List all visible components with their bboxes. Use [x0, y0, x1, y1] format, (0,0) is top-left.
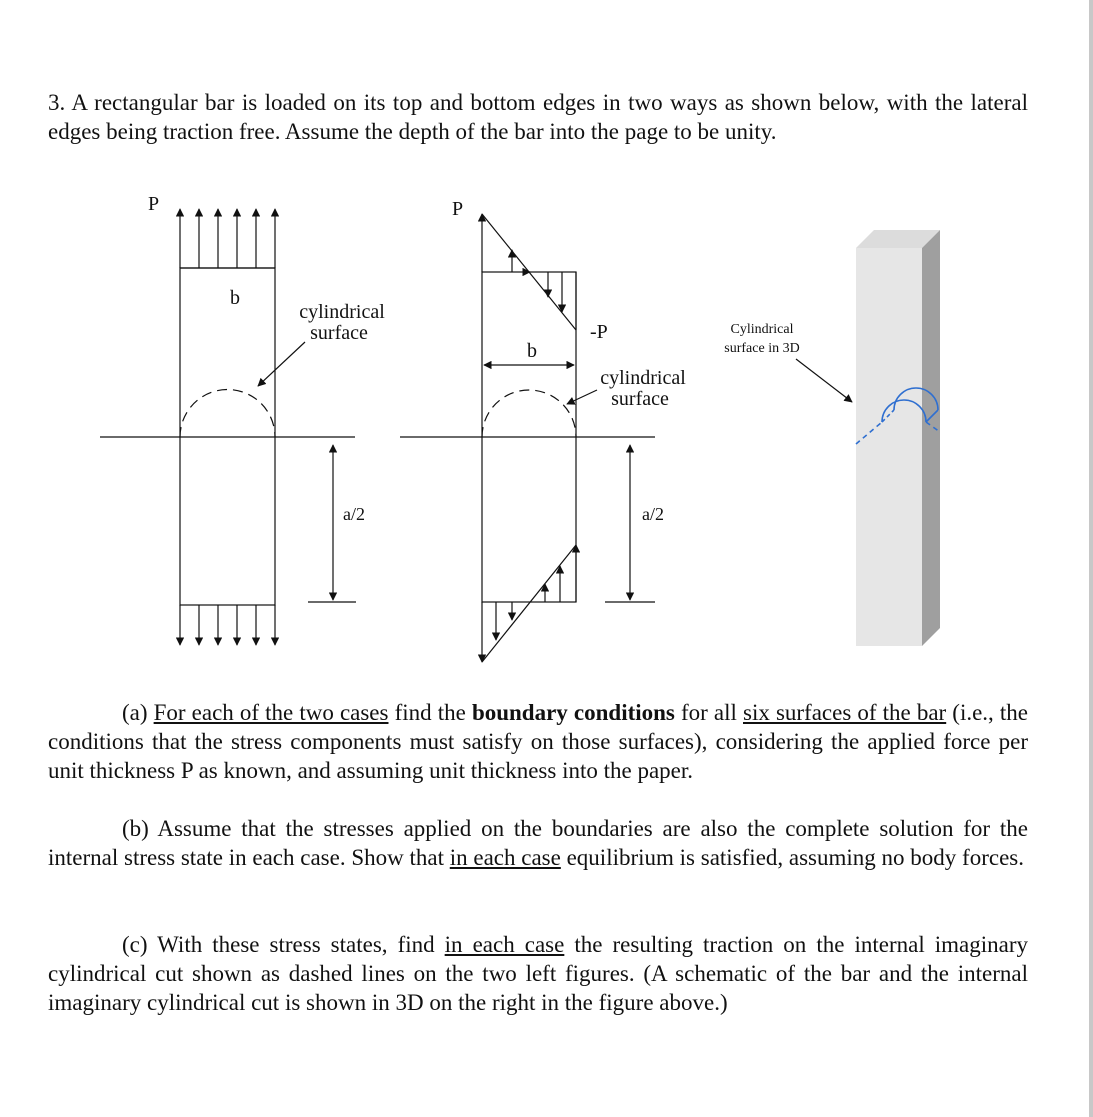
left-width-label: b: [230, 287, 240, 309]
bar-3d-label-2: surface in 3D: [724, 341, 800, 356]
left-load-label: P: [148, 193, 160, 215]
left-bottom-load-arrows: [180, 605, 275, 645]
middle-surface-label-2: surface: [611, 388, 669, 410]
middle-load-label: P: [452, 198, 464, 220]
problem-intro: 3. A rectangular bar is loaded on its top and bottom edges in two ways as shown below, with the lateral edges being traction free. Assume the depth of the bar into the page to be unity.: [48, 90, 1028, 144]
left-top-load-arrows: [180, 209, 275, 268]
middle-cylindrical-cut: [482, 390, 576, 437]
left-surface-label-1: cylindrical: [299, 301, 385, 323]
bar-3d-front-face: [856, 248, 922, 646]
middle-height-label: a/2: [642, 504, 664, 524]
left-surface-label-2: surface: [310, 322, 368, 344]
bar-3d-pointer: [796, 359, 852, 402]
middle-surface-pointer: [567, 390, 597, 404]
left-height-label: a/2: [343, 504, 365, 524]
bar-3d-schematic: [796, 230, 940, 646]
middle-bar-diagram: [400, 214, 655, 662]
middle-neg-load-label: -P: [590, 321, 608, 343]
bar-3d-label-1: Cylindrical: [730, 322, 794, 337]
left-surface-pointer: [258, 342, 305, 386]
part-b: (b) Assume that the stresses applied on the boundaries are also the complete solution for the internal stress state in each case. Show that in each case equilibrium is satisfied, assuming no body forces.: [48, 816, 1028, 870]
middle-surface-label-1: cylindrical: [600, 367, 686, 389]
bar-3d-side-face: [922, 230, 940, 646]
part-a: (a) For each of the two cases find the boundary conditions for all six surfaces of the bar (i.e., the conditions that the stress components must satisfy on those surfaces), considering the applied force per unit thickness P as known, and assuming unit thickness into the paper.: [48, 700, 1029, 783]
part-c: (c) With these stress states, find in each case the resulting traction on the internal imaginary cylindrical cut shown as dashed lines on the two left figures. (A schematic of the bar and the internal imaginary cylindrical cut is shown in 3D on the right in the figure above.): [48, 932, 1028, 1015]
middle-width-label: b: [527, 340, 537, 362]
left-cylindrical-cut: [180, 390, 275, 437]
left-bar-diagram: [100, 209, 356, 645]
